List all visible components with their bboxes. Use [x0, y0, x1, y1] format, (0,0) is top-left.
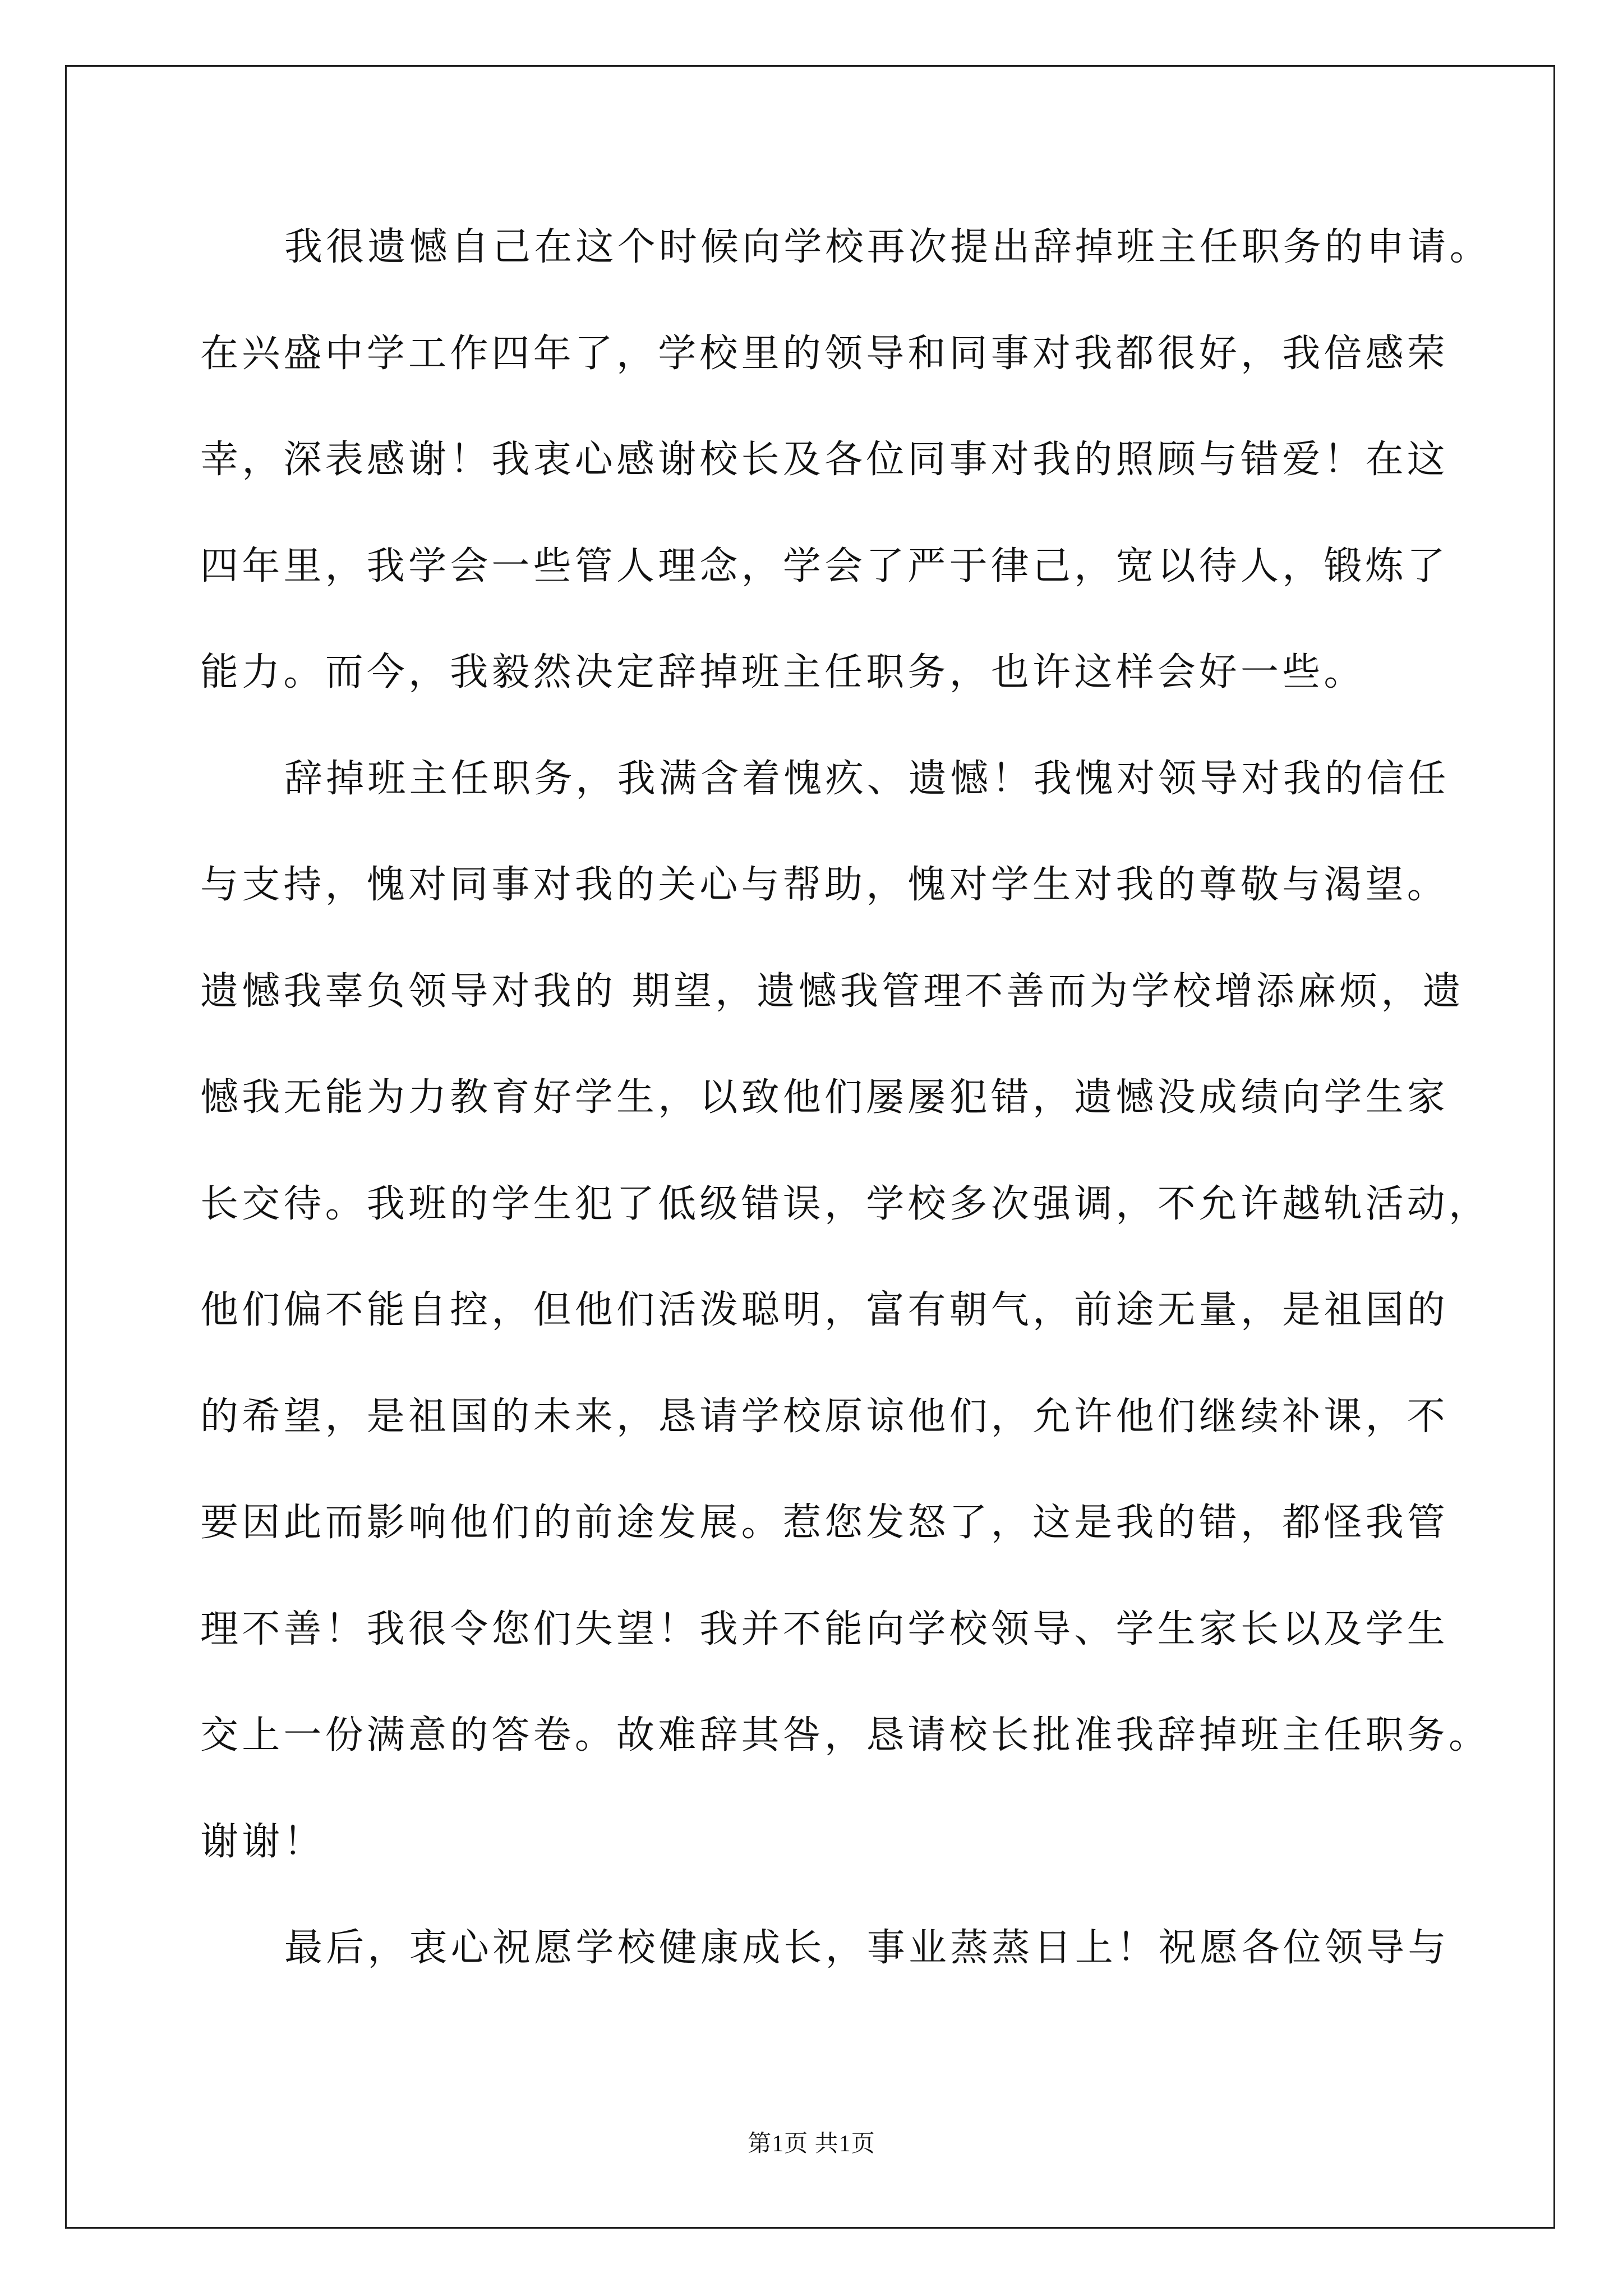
text-line: 四年里，我学会一些管人理念，学会了严于律己，宽以待人，锻炼了	[200, 544, 1449, 588]
text-line: 在兴盛中学工作四年了，学校里的领导和同事对我都很好，我倍感荣	[200, 331, 1449, 376]
text-line: 要因此而影响他们的前途发展。惹您发怒了，这是我的错，都怪我管	[200, 1501, 1449, 1545]
text-line: 他们偏不能自控，但他们活泼聪明，富有朝气，前途无量，是祖国的	[200, 1288, 1449, 1332]
text-line: 憾我无能为力教育好学生，以致他们屡屡犯错，遗憾没成绩向学生家	[200, 1075, 1449, 1120]
text-line: 理不善！我很令您们失望！我并不能向学校领导、学生家长以及学生	[200, 1607, 1449, 1651]
text-line: 能力。而今，我毅然决定辞掉班主任职务，也许这样会好一些。	[200, 650, 1366, 694]
text-line: 长交待。我班的学生犯了低级错误，学校多次强调，不允许越轨活动，	[200, 1181, 1491, 1226]
text-line: 的希望，是祖国的未来，恳请学校原谅他们，允许他们继续补课，不	[200, 1394, 1449, 1439]
text-line: 与支持，愧对同事对我的关心与帮助，愧对学生对我的尊敬与渴望。	[200, 863, 1449, 907]
text-line: 我很遗憾自己在这个时候向学校再次提出辞掉班主任职务的申请。	[284, 225, 1491, 269]
text-line: 谢谢！	[200, 1819, 325, 1864]
text-line: 幸，深表感谢！我衷心感谢校长及各位同事对我的照顾与错爱！在这	[200, 438, 1449, 482]
text-line: 最后，衷心祝愿学校健康成长，事业蒸蒸日上！祝愿各位领导与	[284, 1926, 1450, 1970]
text-line: 遗憾我辜负领导对我的 期望，遗憾我管理不善而为学校增添麻烦，遗	[200, 969, 1464, 1014]
document-body	[200, 217, 1491, 2024]
text-line: 辞掉班主任职务，我满含着愧疚、遗憾！我愧对领导对我的信任	[284, 756, 1450, 801]
page-number: 第1页 共1页	[748, 2131, 875, 2157]
text-line: 交上一份满意的答卷。故难辞其咎，恳请校长批准我辞掉班主任职务。	[200, 1713, 1491, 1757]
